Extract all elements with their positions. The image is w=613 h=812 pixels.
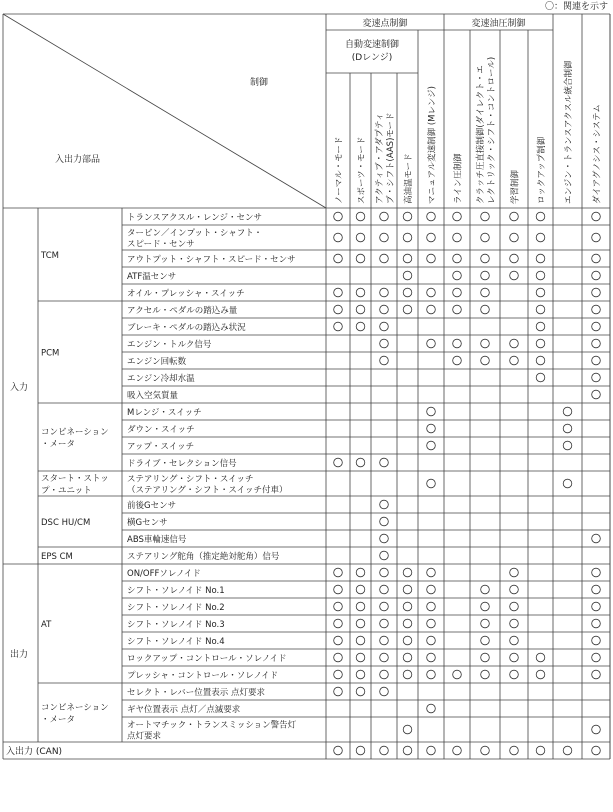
subgroup-label: AT bbox=[41, 620, 52, 630]
column-header-label: アクティブ・アダプティ bbox=[375, 112, 385, 204]
relation-mark bbox=[403, 271, 412, 280]
relation-mark bbox=[536, 653, 545, 662]
relation-mark bbox=[481, 602, 490, 611]
relation-mark bbox=[592, 568, 601, 577]
relation-mark bbox=[592, 636, 601, 645]
subgroup-label: スタート・ストッ bbox=[41, 474, 109, 484]
relation-mark bbox=[510, 602, 519, 611]
column-header-label: エンジン・トランスアクスル統合制御 bbox=[564, 60, 574, 204]
subgroup-label: ・メータ bbox=[41, 715, 76, 725]
group-label-can: 入出力 (CAN) bbox=[6, 747, 63, 757]
relation-mark bbox=[510, 271, 519, 280]
relation-mark bbox=[592, 390, 601, 399]
relation-mark bbox=[510, 653, 519, 662]
relation-mark bbox=[380, 534, 389, 543]
column-header-label: ダイアグノシス・システム bbox=[592, 104, 603, 204]
relation-mark bbox=[403, 619, 412, 628]
header-shift-point-control: 変速点制御 bbox=[362, 19, 408, 29]
relation-mark bbox=[380, 254, 389, 263]
relation-mark bbox=[356, 568, 365, 577]
relation-mark bbox=[427, 441, 436, 450]
relation-mark bbox=[334, 288, 343, 297]
relation-mark bbox=[356, 687, 365, 696]
relation-mark bbox=[536, 322, 545, 331]
relation-mark bbox=[481, 356, 490, 365]
relation-mark bbox=[481, 212, 490, 221]
row-label: アウトプット・シャフト・スピード・センサ bbox=[127, 255, 296, 265]
row-label: 吸入空気質量 bbox=[127, 391, 179, 401]
relation-mark bbox=[427, 254, 436, 263]
column-header-label: レクトリック・シフト・コントロール) bbox=[487, 56, 497, 204]
subgroup-label: PCM bbox=[41, 348, 60, 359]
row-label: 点灯要求 bbox=[127, 731, 162, 742]
relation-mark bbox=[380, 636, 389, 645]
relation-mark bbox=[403, 746, 412, 755]
relation-mark bbox=[481, 619, 490, 628]
subgroup-label: コンビネーション bbox=[41, 427, 109, 438]
subgroup-label: ・メータ bbox=[41, 439, 76, 450]
relation-mark bbox=[536, 373, 545, 382]
column-header-label: スポーツ・モード bbox=[357, 136, 367, 204]
relation-mark bbox=[510, 356, 519, 365]
relation-mark bbox=[592, 619, 601, 628]
relation-mark bbox=[334, 619, 343, 628]
relation-mark bbox=[334, 322, 343, 331]
relation-mark bbox=[453, 254, 462, 263]
relation-mark bbox=[592, 670, 601, 679]
header-parts-label: 入出力部品 bbox=[55, 155, 101, 165]
column-header-label: ロックアップ制御 bbox=[537, 136, 547, 204]
relation-mark bbox=[453, 746, 462, 755]
relation-mark bbox=[427, 585, 436, 594]
row-label: プレッシャ・コントロール・ソレノイド bbox=[127, 671, 279, 681]
row-label: ステアリング・シフト・スイッチ bbox=[127, 474, 254, 485]
relation-mark bbox=[427, 305, 436, 314]
row-label: Mレンジ・スイッチ bbox=[127, 408, 202, 418]
relation-mark bbox=[380, 500, 389, 509]
row-label: トランスアクスル・レンジ・センサ bbox=[127, 213, 262, 223]
relation-mark bbox=[427, 212, 436, 221]
relation-mark bbox=[334, 458, 343, 467]
relation-mark bbox=[592, 305, 601, 314]
relation-mark bbox=[427, 479, 436, 488]
relation-mark bbox=[356, 619, 365, 628]
relation-mark bbox=[334, 254, 343, 263]
relation-mark bbox=[481, 271, 490, 280]
subgroup-label: TCM bbox=[41, 251, 59, 261]
relation-mark bbox=[510, 619, 519, 628]
relation-mark bbox=[380, 458, 389, 467]
relation-mark bbox=[453, 339, 462, 348]
relation-mark bbox=[592, 585, 601, 594]
relation-mark bbox=[536, 746, 545, 755]
relation-mark bbox=[334, 670, 343, 679]
legend-note: 〇：関連を示す bbox=[544, 2, 608, 12]
subgroup-label: コンビネーション bbox=[41, 703, 109, 713]
relation-mark bbox=[334, 636, 343, 645]
row-label: ATF温センサ bbox=[127, 272, 177, 282]
relation-mark bbox=[453, 212, 462, 221]
relation-mark bbox=[356, 254, 365, 263]
relation-mark bbox=[427, 619, 436, 628]
relation-mark bbox=[510, 636, 519, 645]
relation-mark bbox=[510, 254, 519, 263]
relation-mark bbox=[481, 339, 490, 348]
row-label: ギヤ位置表示 点灯／点滅要求 bbox=[127, 705, 241, 715]
relation-mark bbox=[380, 568, 389, 577]
relation-mark bbox=[403, 670, 412, 679]
relation-mark bbox=[510, 212, 519, 221]
relation-mark bbox=[592, 254, 601, 263]
relation-mark bbox=[453, 233, 462, 242]
relation-mark bbox=[592, 322, 601, 331]
relation-mark bbox=[481, 254, 490, 263]
relation-mark bbox=[427, 746, 436, 755]
relation-mark bbox=[403, 585, 412, 594]
row-label: タービン／インプット・シャフト・ bbox=[127, 228, 263, 239]
relation-mark bbox=[592, 233, 601, 242]
relation-mark bbox=[510, 339, 519, 348]
row-label: エンジン冷却水温 bbox=[127, 374, 195, 384]
relation-mark bbox=[380, 356, 389, 365]
row-label: （ステアリング・シフト・スイッチ付車） bbox=[127, 485, 288, 496]
relation-mark bbox=[356, 212, 365, 221]
relation-mark bbox=[380, 212, 389, 221]
relation-mark bbox=[380, 322, 389, 331]
relation-mark bbox=[592, 356, 601, 365]
relation-mark bbox=[356, 233, 365, 242]
relation-mark bbox=[356, 653, 365, 662]
relation-mark bbox=[356, 636, 365, 645]
relation-mark bbox=[536, 288, 545, 297]
relation-mark bbox=[453, 305, 462, 314]
column-header-label: ノーマル・モード bbox=[334, 136, 345, 204]
relation-mark bbox=[592, 373, 601, 382]
relation-mark bbox=[536, 670, 545, 679]
relation-mark bbox=[427, 568, 436, 577]
column-header-label: マニュアル変速制御 (Mレンジ) bbox=[427, 86, 438, 204]
relation-mark bbox=[334, 687, 343, 696]
row-label: ダウン・スイッチ bbox=[127, 425, 195, 435]
relation-mark bbox=[481, 670, 490, 679]
relation-mark bbox=[592, 725, 601, 734]
relation-mark bbox=[427, 233, 436, 242]
relation-mark bbox=[427, 339, 436, 348]
relation-mark bbox=[403, 653, 412, 662]
relation-mark bbox=[403, 602, 412, 611]
relation-mark bbox=[380, 619, 389, 628]
relation-mark bbox=[481, 288, 490, 297]
relation-mark bbox=[334, 746, 343, 755]
row-label: シフト・ソレノイド No.3 bbox=[127, 620, 225, 630]
relation-mark bbox=[380, 288, 389, 297]
relation-mark bbox=[427, 602, 436, 611]
relation-mark bbox=[563, 424, 572, 433]
relation-mark bbox=[536, 233, 545, 242]
relation-mark bbox=[334, 585, 343, 594]
group-label-input: 入力 bbox=[10, 383, 29, 393]
relation-mark bbox=[403, 233, 412, 242]
subgroup-label: EPS CM bbox=[41, 552, 73, 562]
relation-mark bbox=[481, 585, 490, 594]
column-header-label: 高油温モード bbox=[404, 153, 414, 204]
relation-mark bbox=[510, 670, 519, 679]
row-label: シフト・ソレノイド No.4 bbox=[127, 637, 225, 647]
relation-mark bbox=[403, 636, 412, 645]
relation-mark bbox=[356, 746, 365, 755]
relation-mark bbox=[334, 602, 343, 611]
relation-mark bbox=[481, 746, 490, 755]
relation-mark bbox=[356, 585, 365, 594]
relation-mark bbox=[453, 356, 462, 365]
row-label: オイル・プレッシャ・スイッチ bbox=[127, 289, 245, 299]
relation-mark bbox=[510, 585, 519, 594]
relation-mark bbox=[380, 687, 389, 696]
relation-mark bbox=[536, 271, 545, 280]
relation-mark bbox=[380, 551, 389, 560]
row-label: シフト・ソレノイド No.1 bbox=[127, 586, 225, 596]
relation-mark bbox=[536, 356, 545, 365]
relation-mark bbox=[403, 568, 412, 577]
relation-mark bbox=[380, 585, 389, 594]
row-label: ロックアップ・コントロール・ソレノイド bbox=[127, 654, 287, 664]
relation-mark bbox=[334, 233, 343, 242]
relation-mark bbox=[427, 704, 436, 713]
row-label: スピード・センサ bbox=[127, 239, 195, 250]
relation-mark bbox=[592, 534, 601, 543]
row-label: 前後Gセンサ bbox=[127, 501, 177, 511]
relation-mark bbox=[592, 271, 601, 280]
relation-mark bbox=[481, 653, 490, 662]
column-header-label: クラッチ圧直接制御(ダイレクト・エ bbox=[476, 65, 486, 204]
relation-mark bbox=[563, 479, 572, 488]
relation-mark bbox=[334, 305, 343, 314]
relation-mark bbox=[380, 653, 389, 662]
row-label: 横Gセンサ bbox=[127, 518, 168, 528]
relation-mark bbox=[481, 233, 490, 242]
relation-mark bbox=[403, 305, 412, 314]
relation-mark bbox=[563, 746, 572, 755]
row-label: アクセル・ペダルの踏込み量 bbox=[127, 306, 238, 316]
relation-mark bbox=[592, 746, 601, 755]
subgroup-label: DSC HU/CM bbox=[41, 518, 91, 528]
relation-mark bbox=[427, 653, 436, 662]
relation-mark bbox=[356, 288, 365, 297]
relation-mark bbox=[592, 212, 601, 221]
relation-mark bbox=[536, 254, 545, 263]
header-control-label: 制御 bbox=[250, 78, 269, 88]
row-label: セレクト・レバー位置表示 点灯要求 bbox=[127, 688, 265, 698]
header-pressure-control: 変速油圧制御 bbox=[471, 19, 526, 29]
relation-mark bbox=[380, 305, 389, 314]
relation-mark bbox=[510, 746, 519, 755]
relation-mark bbox=[536, 339, 545, 348]
column-header-label: ライン圧制御 bbox=[453, 153, 464, 204]
relation-mark bbox=[510, 233, 519, 242]
relation-mark bbox=[403, 254, 412, 263]
relation-mark bbox=[592, 339, 601, 348]
relation-mark bbox=[563, 441, 572, 450]
relation-mark bbox=[380, 517, 389, 526]
relation-mark bbox=[427, 288, 436, 297]
row-label: ON/OFFソレノイド bbox=[127, 569, 201, 579]
column-header-label: 学習制御 bbox=[510, 169, 521, 204]
header-auto-shift: 自動変速制御 bbox=[344, 40, 400, 50]
column-header-label: ブ・シフト(AAS)モード bbox=[386, 112, 396, 204]
relation-mark bbox=[403, 288, 412, 297]
relation-mark bbox=[453, 288, 462, 297]
row-label: ステアリング舵角（推定絶対舵角）信号 bbox=[127, 552, 280, 562]
relation-mark bbox=[453, 271, 462, 280]
relation-mark bbox=[481, 636, 490, 645]
relation-mark bbox=[536, 305, 545, 314]
group-label-output: 出力 bbox=[10, 650, 29, 660]
relation-mark bbox=[510, 568, 519, 577]
relation-mark bbox=[380, 746, 389, 755]
relation-mark bbox=[403, 212, 412, 221]
relation-mark bbox=[334, 568, 343, 577]
relation-mark bbox=[592, 288, 601, 297]
relation-mark bbox=[592, 602, 601, 611]
relation-mark bbox=[356, 458, 365, 467]
relation-mark bbox=[481, 305, 490, 314]
subgroup-label: プ・ユニット bbox=[41, 486, 92, 496]
relation-mark bbox=[356, 670, 365, 679]
relation-mark bbox=[427, 636, 436, 645]
relation-mark bbox=[563, 407, 572, 416]
relation-mark bbox=[380, 670, 389, 679]
relation-mark bbox=[427, 424, 436, 433]
row-label: ドライブ・セレクション信号 bbox=[127, 459, 237, 469]
relation-mark bbox=[356, 305, 365, 314]
relation-mark bbox=[334, 653, 343, 662]
relation-mark bbox=[536, 212, 545, 221]
row-label: ブレーキ・ペダルの踏込み状況 bbox=[127, 323, 246, 333]
relation-mark bbox=[380, 233, 389, 242]
relation-mark bbox=[592, 653, 601, 662]
relation-mark bbox=[427, 407, 436, 416]
relation-mark bbox=[356, 322, 365, 331]
relation-mark bbox=[334, 212, 343, 221]
relation-mark bbox=[356, 602, 365, 611]
relation-mark bbox=[427, 670, 436, 679]
header-diagonal bbox=[3, 14, 326, 208]
row-label: エンジン回転数 bbox=[127, 357, 187, 367]
relation-mark bbox=[380, 602, 389, 611]
row-label: シフト・ソレノイド No.2 bbox=[127, 603, 225, 613]
header-d-range: (Dレンジ) bbox=[351, 53, 393, 63]
row-label: アップ・スイッチ bbox=[127, 442, 195, 452]
relation-mark bbox=[453, 670, 462, 679]
row-label: ABS車輪速信号 bbox=[127, 535, 187, 545]
relation-mark bbox=[403, 725, 412, 734]
row-label: エンジン・トルク信号 bbox=[127, 340, 212, 350]
row-label: オートマチック・トランスミッション警告灯 bbox=[127, 720, 297, 731]
relation-mark bbox=[380, 339, 389, 348]
